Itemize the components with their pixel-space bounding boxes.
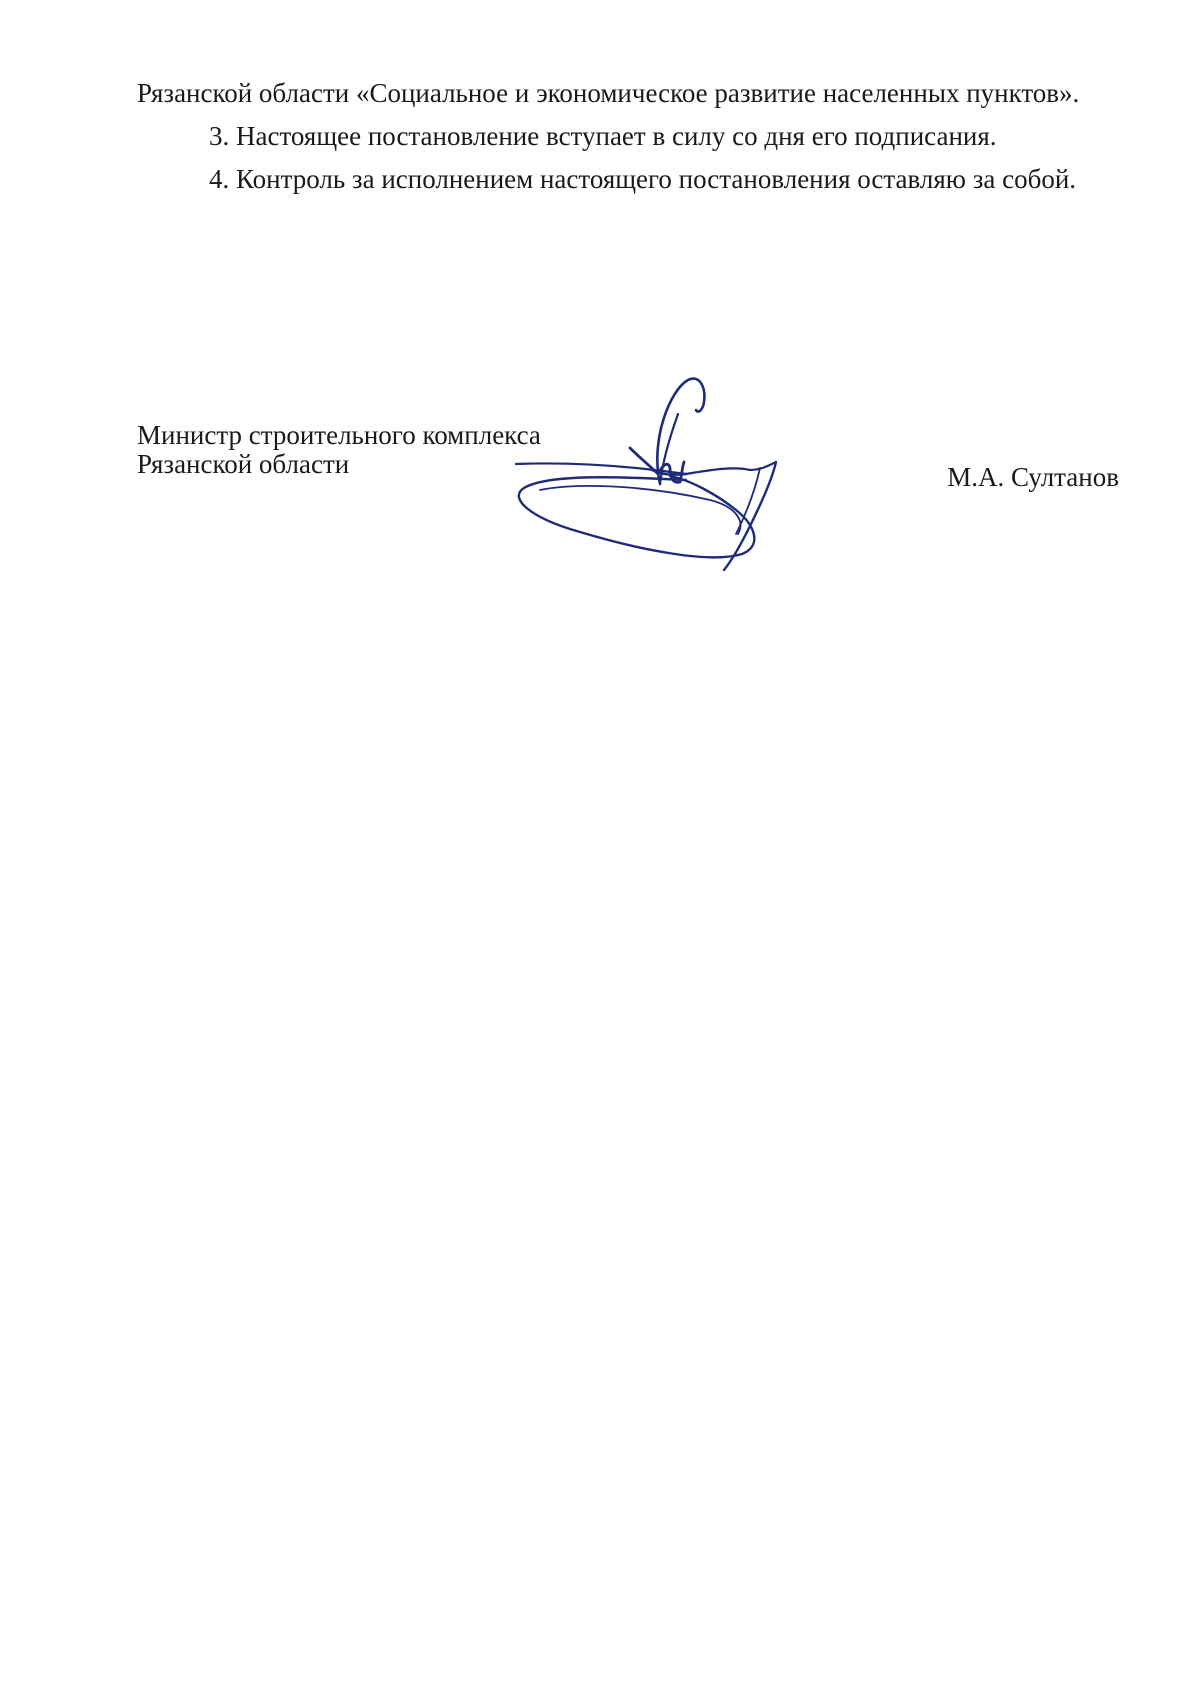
signature-stroke-hook (657, 379, 704, 484)
signer-title (137, 421, 541, 479)
signer-name: М.А. Султанов (947, 462, 1119, 492)
signer-title-line-1: Министр строительного комплекса (137, 420, 541, 450)
signature-block (0, 0, 1200, 600)
handwritten-signature (510, 370, 830, 580)
paragraph-item-4: 4. Контроль за исполнением настоящего постановления оставляю за собой. (209, 164, 1077, 194)
paragraph-continuation: Рязанской области «Социальное и экономическое развитие населенных пунктов». (137, 78, 1080, 108)
signature-stroke-tail (724, 462, 776, 570)
paragraph-item-3: 3. Настоящее постановление вступает в силу со дня его подписания. (209, 121, 997, 151)
signer-title-line-2: Рязанской области (137, 449, 350, 479)
